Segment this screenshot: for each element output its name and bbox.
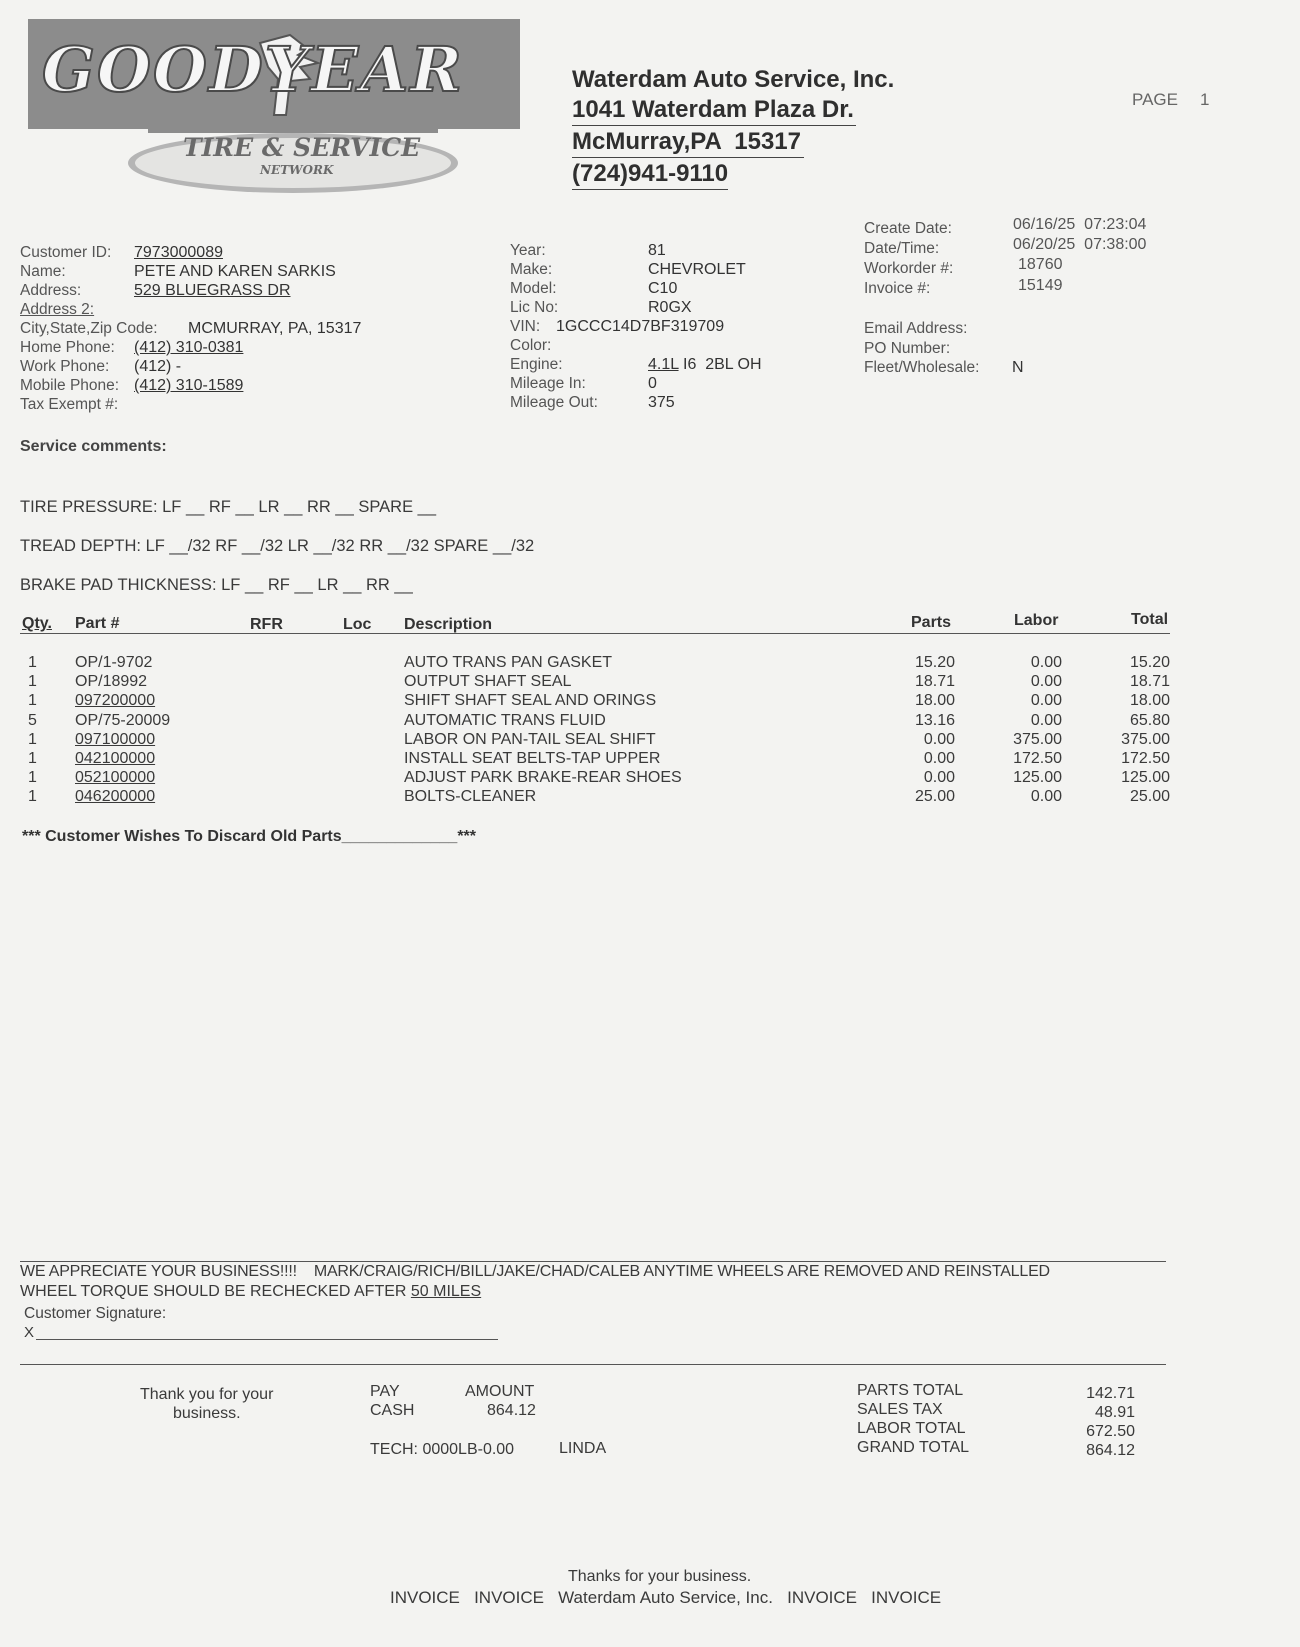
signature-line xyxy=(36,1339,498,1340)
signature-x: X xyxy=(24,1324,35,1341)
sales-tax-label: SALES TAX xyxy=(857,1401,943,1418)
vin-value: 1GCCC14D7BF319709 xyxy=(556,318,725,335)
tax-exempt-label: Tax Exempt #: xyxy=(20,396,119,413)
row-parts-amount: 25.00 xyxy=(914,788,955,806)
customer-name: PETE AND KAREN SARKIS xyxy=(134,263,336,280)
row-part-number: 097100000 xyxy=(75,730,156,748)
torque-miles: 50 MILES xyxy=(410,1283,482,1300)
model-value: C10 xyxy=(648,280,678,297)
bottom-thanks: Thanks for your business. xyxy=(568,1568,752,1585)
customer-address: 529 BLUEGRASS DR xyxy=(134,282,291,299)
logo-subtitle: TIRE & SERVICE xyxy=(183,133,421,162)
row-part-number: OP/75-20009 xyxy=(75,711,171,729)
row-total-amount: 125.00 xyxy=(1121,769,1170,787)
row-labor-amount: 0.00 xyxy=(1030,711,1062,729)
company-phone: (724)941-9110 xyxy=(572,160,728,190)
row-parts-amount: 18.00 xyxy=(914,692,955,710)
page-number: 1 xyxy=(1200,90,1210,109)
company-city: McMurray,PA 15317 xyxy=(572,128,804,158)
customer-name-label: Name: xyxy=(20,263,66,280)
engine-size: 4.1L xyxy=(648,356,679,373)
col-qty-header: Qty. xyxy=(22,615,52,632)
row-description: ADJUST PARK BRAKE-REAR SHOES xyxy=(404,769,682,787)
row-description: SHIFT SHAFT SEAL AND ORINGS xyxy=(404,692,657,710)
row-part-number: 046200000 xyxy=(75,788,156,806)
tread-depth-line: TREAD DEPTH: LF __/32 RF __/32 LR __/32 RR __/32 SPARE __/32 xyxy=(20,537,535,555)
workorder-label: Workorder #: xyxy=(864,260,954,277)
year-value: 81 xyxy=(648,242,666,259)
make-label: Make: xyxy=(510,261,553,278)
table-row xyxy=(0,712,1300,731)
row-description: AUTO TRANS PAN GASKET xyxy=(404,654,613,671)
grand-total-label: GRAND TOTAL xyxy=(857,1439,970,1456)
col-parts-header: Parts xyxy=(911,614,952,631)
signature-label: Customer Signature: xyxy=(24,1305,167,1322)
row-total-amount: 375.00 xyxy=(1121,730,1170,748)
row-labor-amount: 0.00 xyxy=(1030,692,1062,710)
invoice-number: 15149 xyxy=(1018,277,1063,294)
mileage-out-label: Mileage Out: xyxy=(510,394,598,411)
row-part-number: 052100000 xyxy=(75,769,156,787)
row-labor-amount: 172.50 xyxy=(1013,750,1062,767)
footer-rule-bottom xyxy=(20,1364,1166,1365)
table-row xyxy=(0,769,1300,788)
datetime-label: Date/Time: xyxy=(864,240,940,257)
row-qty: 1 xyxy=(28,750,37,767)
customer-id-label: Customer ID: xyxy=(20,244,112,261)
engine-label: Engine: xyxy=(510,356,563,373)
color-label: Color: xyxy=(510,337,552,354)
po-label: PO Number: xyxy=(864,340,951,357)
appreciate-text: WE APPRECIATE YOUR BUSINESS!!!! MARK/CRAIG/RICH/BILL/JAKE/CHAD/CALEB ANYTIME WHEELS ARE REMOVED AND REINSTALLED xyxy=(20,1263,1050,1280)
mobile-phone: (412) 310-1589 xyxy=(134,377,244,394)
table-header-rule xyxy=(20,633,1170,634)
page-label: PAGE xyxy=(1132,90,1178,109)
tire-pressure-line: TIRE PRESSURE: LF __ RF __ LR __ RR __ SPARE __ xyxy=(20,498,437,516)
logo-subtitle-network: NETWORK xyxy=(260,163,334,177)
fleet-label: Fleet/Wholesale: xyxy=(864,359,980,376)
row-labor-amount: 375.00 xyxy=(1013,730,1062,748)
row-qty: 1 xyxy=(28,692,37,710)
parts-total-value: 142.71 xyxy=(1086,1385,1135,1402)
row-description: AUTOMATIC TRANS FLUID xyxy=(404,711,606,729)
row-total-amount: 18.71 xyxy=(1129,673,1170,691)
pay-method: CASH xyxy=(370,1402,415,1419)
year-label: Year: xyxy=(510,242,546,259)
row-labor-amount: 0.00 xyxy=(1030,654,1062,671)
home-phone-label: Home Phone: xyxy=(20,339,115,356)
discard-parts-note: *** Customer Wishes To Discard Old Parts_____________*** xyxy=(22,828,477,845)
create-date-label: Create Date: xyxy=(864,220,952,237)
mobile-phone-label: Mobile Phone: xyxy=(20,377,120,394)
bottom-invoice-line: INVOICE INVOICE Waterdam Auto Service, Inc. INVOICE INVOICE xyxy=(390,1588,942,1607)
vin-label: VIN: xyxy=(510,318,541,335)
labor-total-value: 672.50 xyxy=(1086,1423,1135,1440)
row-qty: 1 xyxy=(28,673,37,691)
row-description: BOLTS-CLEANER xyxy=(404,788,537,806)
labor-total-label: LABOR TOTAL xyxy=(857,1420,966,1437)
fleet-value: N xyxy=(1012,359,1024,376)
row-description: OUTPUT SHAFT SEAL xyxy=(404,673,572,691)
company-address: 1041 Waterdam Plaza Dr. xyxy=(572,96,856,126)
company-name: Waterdam Auto Service, Inc. xyxy=(572,66,895,93)
row-qty: 1 xyxy=(28,730,37,748)
row-parts-amount: 0.00 xyxy=(923,730,955,748)
mileage-in-label: Mileage In: xyxy=(510,375,586,392)
col-part-header: Part # xyxy=(75,615,120,632)
goodyear-logo xyxy=(28,19,520,195)
row-total-amount: 25.00 xyxy=(1129,788,1170,806)
table-row xyxy=(0,750,1300,769)
row-parts-amount: 0.00 xyxy=(923,769,955,787)
customer-id: 7973000089 xyxy=(134,244,223,261)
row-qty: 1 xyxy=(28,788,37,806)
workorder-number: 18760 xyxy=(1018,256,1063,273)
tech-name: LINDA xyxy=(559,1440,607,1457)
engine-detail: I6 2BL OH xyxy=(683,356,762,373)
customer-address-label: Address: xyxy=(20,282,82,299)
amount-label: AMOUNT xyxy=(465,1383,535,1400)
col-total-header: Total xyxy=(1131,611,1169,628)
create-date: 06/16/25 07:23:04 xyxy=(1013,216,1147,233)
datetime: 06/20/25 07:38:00 xyxy=(1013,236,1147,253)
engine-value xyxy=(648,356,762,374)
row-qty: 1 xyxy=(28,654,37,671)
row-description: LABOR ON PAN-TAIL SEAL SHIFT xyxy=(404,730,656,748)
col-labor-header: Labor xyxy=(1014,612,1059,629)
customer-csz: MCMURRAY, PA, 15317 xyxy=(188,320,362,337)
email-label: Email Address: xyxy=(864,320,968,337)
lic-value: R0GX xyxy=(648,299,692,316)
col-loc-header: Loc xyxy=(343,616,372,633)
footer-rule-top xyxy=(20,1261,1166,1262)
logo-brand: GOODYEAR xyxy=(42,33,464,106)
torque-text xyxy=(20,1283,481,1301)
row-qty: 1 xyxy=(28,769,37,787)
table-row xyxy=(0,654,1300,673)
table-row xyxy=(0,788,1300,807)
pay-label: PAY xyxy=(370,1383,400,1400)
model-label: Model: xyxy=(510,280,557,297)
table-row xyxy=(0,731,1300,750)
customer-address2-label: Address 2: xyxy=(20,301,95,318)
row-description: INSTALL SEAT BELTS-TAP UPPER xyxy=(404,750,661,767)
row-parts-amount: 15.20 xyxy=(914,654,955,671)
work-phone-label: Work Phone: xyxy=(20,358,110,375)
row-labor-amount: 125.00 xyxy=(1013,769,1062,787)
row-parts-amount: 18.71 xyxy=(914,673,955,691)
row-total-amount: 65.80 xyxy=(1129,711,1170,729)
row-total-amount: 172.50 xyxy=(1121,750,1170,767)
thanks-line-1: Thank you for your xyxy=(140,1386,274,1403)
table-row xyxy=(0,673,1300,692)
work-phone: (412) - xyxy=(134,358,182,375)
parts-total-label: PARTS TOTAL xyxy=(857,1382,964,1399)
table-row xyxy=(0,692,1300,711)
mileage-in-value: 0 xyxy=(648,375,657,392)
service-comments-label: Service comments: xyxy=(20,438,167,455)
make-value: CHEVROLET xyxy=(648,261,746,278)
row-parts-amount: 13.16 xyxy=(914,711,955,729)
row-total-amount: 18.00 xyxy=(1129,692,1170,710)
col-rfr-header: RFR xyxy=(250,616,283,633)
row-labor-amount: 0.00 xyxy=(1030,673,1062,691)
mileage-out-value: 375 xyxy=(648,394,675,411)
lic-label: Lic No: xyxy=(510,299,559,316)
row-part-number: OP/18992 xyxy=(75,673,148,691)
row-part-number: 097200000 xyxy=(75,692,156,710)
row-parts-amount: 0.00 xyxy=(923,750,955,767)
pay-amount: 864.12 xyxy=(487,1402,536,1419)
row-qty: 5 xyxy=(28,711,37,729)
brake-pad-line: BRAKE PAD THICKNESS: LF __ RF __ LR __ RR __ xyxy=(20,576,413,594)
row-part-number: OP/1-9702 xyxy=(75,654,153,671)
tech-info: TECH: 0000LB-0.00 xyxy=(370,1441,515,1458)
home-phone: (412) 310-0381 xyxy=(134,339,244,356)
row-total-amount: 15.20 xyxy=(1129,654,1170,671)
torque-prefix: WHEEL TORQUE SHOULD BE RECHECKED AFTER xyxy=(20,1283,411,1300)
invoice-label: Invoice #: xyxy=(864,280,931,297)
col-desc-header: Description xyxy=(404,616,493,633)
row-labor-amount: 0.00 xyxy=(1030,788,1062,806)
grand-total-value: 864.12 xyxy=(1086,1442,1135,1459)
customer-csz-label: City,State,Zip Code: xyxy=(20,320,158,337)
thanks-line-2: business. xyxy=(173,1405,241,1422)
sales-tax-value: 48.91 xyxy=(1094,1404,1135,1421)
row-part-number: 042100000 xyxy=(75,750,156,767)
